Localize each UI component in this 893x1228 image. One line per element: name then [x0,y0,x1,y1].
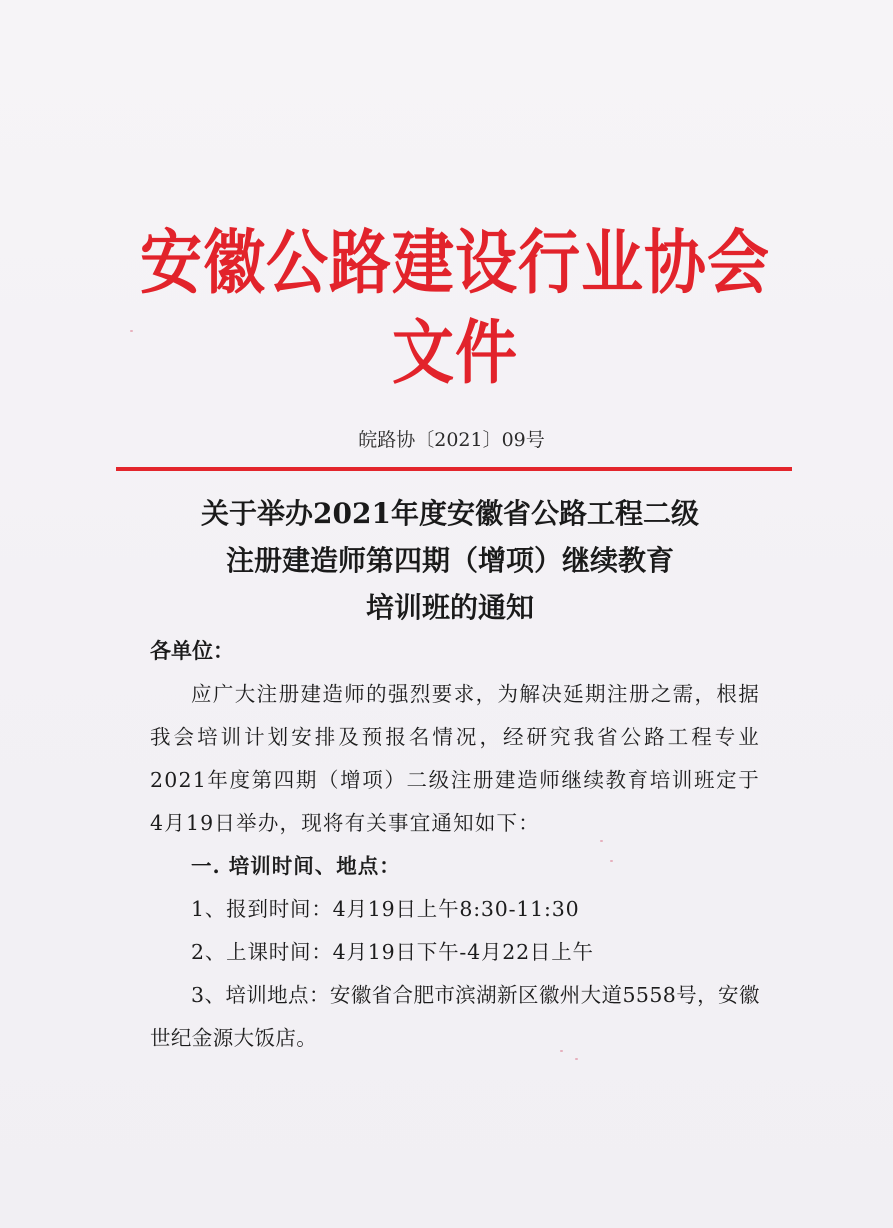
list-item: 1、报到时间：4月19日上午8:30-11:30 [191,897,580,921]
list-item: 2、上课时间：4月19日下午-4月22日上午 [191,940,594,964]
section-heading: 一. 培训时间、地点： [191,854,401,878]
paper-speck [560,1050,563,1052]
paper-speck [600,840,603,842]
paper-speck [610,860,613,862]
letterhead-title: 安徽公路建设行业协会文件 [139,221,770,394]
document-number: 皖路协〔2021〕09号 [358,429,545,451]
paper-speck [130,330,133,332]
notice-title [110,490,790,631]
notice-title-line: 培训班的通知 [365,591,534,624]
intro-paragraph: 应广大注册建造师的强烈要求，为解决延期注册之需，根据我会培训计划安排及预报名情况，经研究我省公路工程专业2021年度第四期（增项）二级注册建造师继续教育培训班定于4月19日举办，现将有关事宜通知如下： [150,682,760,835]
red-divider-line [116,467,792,471]
notice-title-line: 关于举办2021年度安徽省公路工程二级 [201,497,699,530]
notice-body [150,673,760,1060]
notice-title-line: 注册建造师第四期（增项）继续教育 [225,544,674,577]
salutation: 各单位： [150,638,234,663]
paper-speck [575,1058,578,1060]
list-item: 3、培训地点：安徽省合肥市滨湖新区徽州大道5558号，安徽世纪金源大饭店。 [150,983,760,1050]
